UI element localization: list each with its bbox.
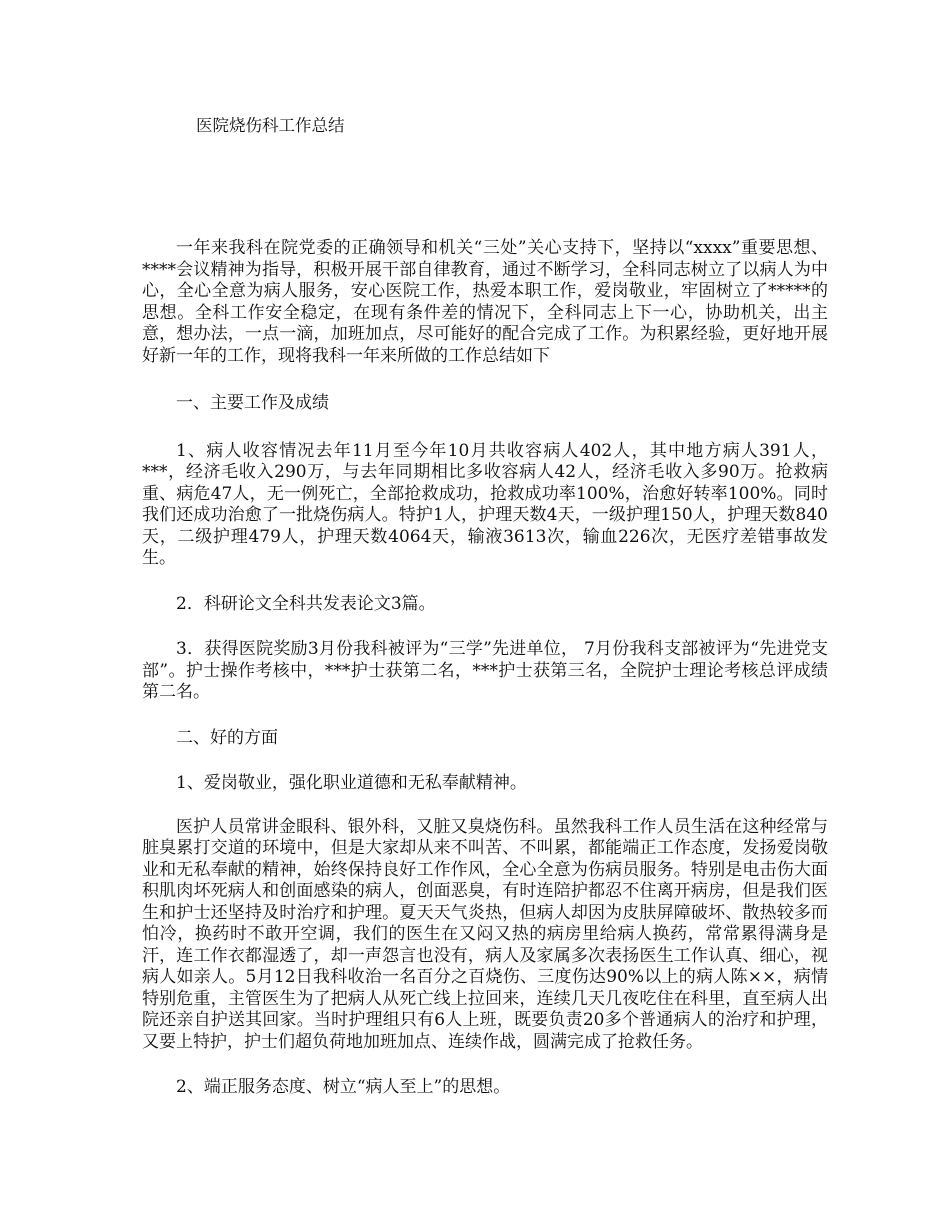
paragraph-research-papers: 2．科研论文全科共发表论文3篇。 [176, 593, 436, 614]
subheading-service-attitude: 2、端正服务态度、树立“病人至上”的思想。 [176, 1077, 511, 1097]
paragraph-hospital-awards: 3．获得医院奖励3月份我科被评为“三学”先进单位， 7月份我科支部被评为“先进党支部”。护士操作考核中，***护士获第二名，***护士获第三名，全院护士理论考核总评成绩第二名。 [142, 639, 828, 702]
paragraph-patient-admissions: 1、病人收容情况去年11月至今年10月共收容病人402人，其中地方病人391人，***，经济毛收入290万，与去年同期相比多收容病人42人，经济毛收入多90万。抢救病重、病危47人，无一例死亡，全部抢救成功，抢救成功率100%，治愈好转率100%。同时我们还成功治愈了一批烧伤病人。特护1人，护理天数4天，一级护理150人，护理天数840天，二级护理479人，护理天数4064天，输液3613次，输血226次，无医疗差错事故发生。 [142, 440, 828, 568]
section-heading-good-aspects: 二、好的方面 [176, 727, 278, 748]
intro-paragraph: 一年来我科在院党委的正确领导和机关“三处”关心支持下，坚持以“xxxx”重要思想、****会议精神为指导，积极开展干部自律教育，通过不断学习，全科同志树立了以病人为中心，全心全意为病人服务，安心医院工作，热爱本职工作，爱岗敬业，牢固树立了*****的思想。全科工作安全稳定，在现有条件差的情况下，全科同志上下一心，协助机关，出主意，想办法，一点一滴，加班加点，尽可能好的配合完成了工作。为积累经验，更好地开展好新一年的工作，现将我科一年来所做的工作总结如下 [142, 238, 828, 366]
subheading-dedication: 1、爱岗敬业，强化职业道德和无私奉献精神。 [176, 773, 527, 793]
paragraph-dedication-detail: 医护人员常讲金眼科、银外科，又脏又臭烧伤科。虽然我科工作人员生活在这种经常与脏臭累打交道的环境中，但是大家却从来不叫苦、不叫累，都能端正工作态度，发扬爱岗敬业和无私奉献的精神，始终保持良好工作作风，全心全意为伤病员服务。特别是电击伤大面积肌肉坏死病人和创面感染的病人，创面恶臭，有时连陪护都忍不住离开病房，但是我们医生和护士还坚持及时治疗和护理。夏天天气炎热，但病人却因为皮肤屏障破坏、散热较多而怕冷，换药时不敢开空调，我们的医生在又闷又热的病房里给病人换药，常常累得满身是汗，连工作衣都湿透了，却一声怨言也没有，病人及家属多次表扬医生工作认真、细心，视病人如亲人。5月12日我科收治一名百分之百烧伤、三度伤达90%以上的病人陈××，病情特别危重，主管医生为了把病人从死亡线上拉回来，连续几天几夜吃住在科里，直至病人出院还亲自护送其回家。当时护理组只有6人上班，既要负责20多个普通病人的治疗和护理，又要上特护，护士们超负荷地加班加点、连续作战，圆满完成了抢救任务。 [142, 816, 828, 1052]
document-body [142, 238, 828, 1099]
section-heading-main-work: 一、主要工作及成绩 [176, 393, 329, 413]
document-title: 医院烧伤科工作总结 [196, 116, 345, 135]
